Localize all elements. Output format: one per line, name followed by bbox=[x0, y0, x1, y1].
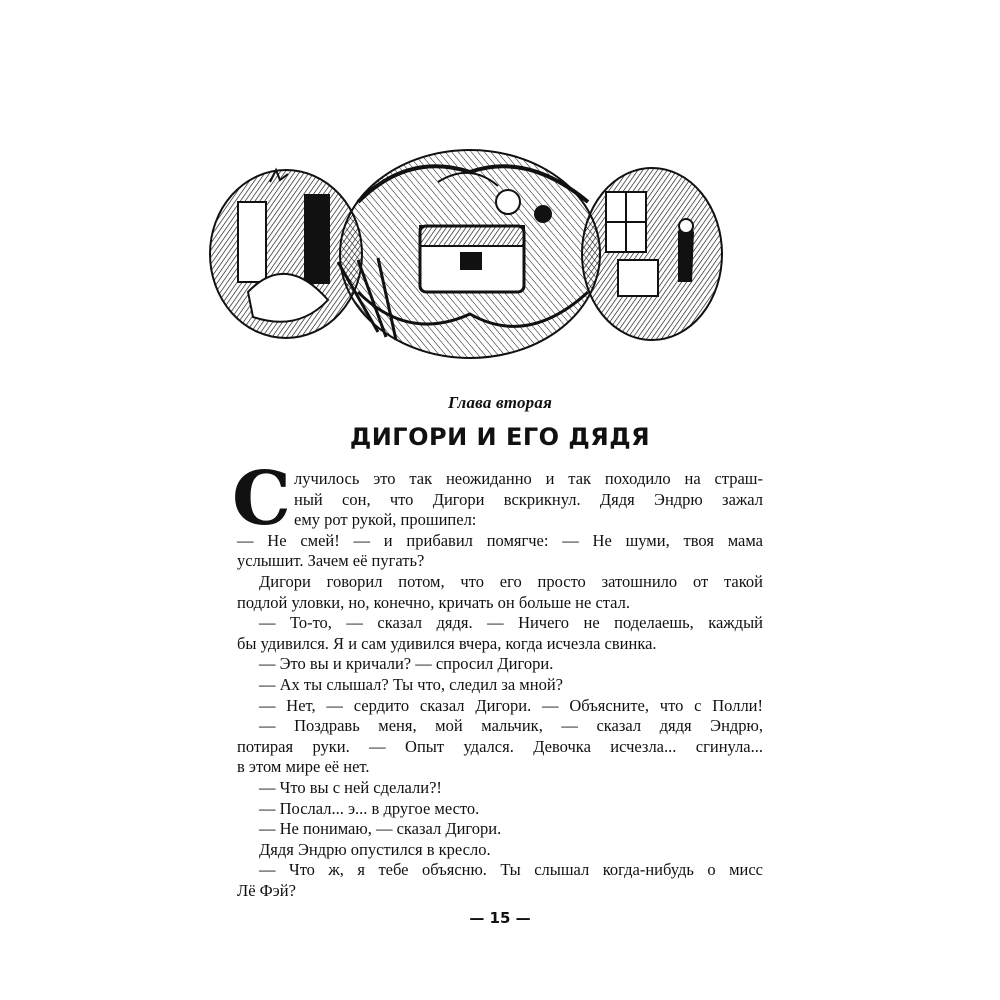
text-line: подлой уловки, но, конечно, кричать он больше не стал. bbox=[237, 592, 631, 612]
text-line: лучилось это так неожиданно и так походило на страш- bbox=[294, 469, 763, 488]
text-line: Дядя Эндрю опустился в кресло. bbox=[259, 839, 491, 859]
center-vignette bbox=[338, 150, 600, 358]
text-line: услышит. Зачем её пугать? bbox=[237, 551, 425, 571]
text-line: в этом мире её нет. bbox=[237, 757, 370, 777]
chapter-illustration bbox=[208, 142, 726, 360]
text-line: — Ах ты слышал? Ты что, следил за мной? bbox=[259, 674, 563, 694]
text-line: — Что ж, я тебе объясню. Ты слышал когда-нибудь о мисс bbox=[259, 860, 763, 880]
chapter-title: ДИГОРИ И ЕГО ДЯДЯ bbox=[349, 423, 651, 451]
text-line: — Нет, — сердито сказал Дигори. — Объясните, что с Полли! bbox=[259, 695, 763, 715]
text-line: ный сон, что Дигори вскрикнул. Дядя Эндрю зажал bbox=[294, 489, 763, 509]
text-line: Лё Фэй? bbox=[237, 880, 296, 900]
text-line: ему рот рукой, прошипел: bbox=[294, 510, 477, 530]
text-line: — Поздравь меня, мой мальчик, — сказал дядя Эндрю, bbox=[259, 716, 763, 736]
text-line: — То-то, — сказал дядя. — Ничего не поделаешь, каждый bbox=[259, 613, 763, 633]
text-line: — Это вы и кричали? — спросил Дигори. bbox=[259, 654, 554, 674]
page-number: — 15 — bbox=[469, 909, 531, 927]
text-line: потирая руки. — Опыт удался. Девочка исчезла... сгинула... bbox=[237, 736, 763, 756]
engraving-art bbox=[208, 142, 726, 360]
drop-cap-letter: С bbox=[232, 456, 291, 542]
chapter-body-text bbox=[237, 469, 763, 901]
right-vignette bbox=[582, 168, 722, 340]
text-line: — Не понимаю, — сказал Дигори. bbox=[259, 819, 502, 839]
text-line: — Послал... э... в другое место. bbox=[259, 798, 480, 818]
text-line: Дигори говорил потом, что его просто затошнило от такой bbox=[259, 571, 763, 591]
text-line: бы удивился. Я и сам удивился вчера, когда исчезла свинка. bbox=[237, 633, 657, 653]
chapter-kicker: Глава вторая bbox=[447, 393, 553, 412]
text-line: — Не смей! — и прибавил помягче: — Не шуми, твоя мама bbox=[237, 530, 763, 550]
text-line: — Что вы с ней сделали?! bbox=[259, 777, 442, 797]
